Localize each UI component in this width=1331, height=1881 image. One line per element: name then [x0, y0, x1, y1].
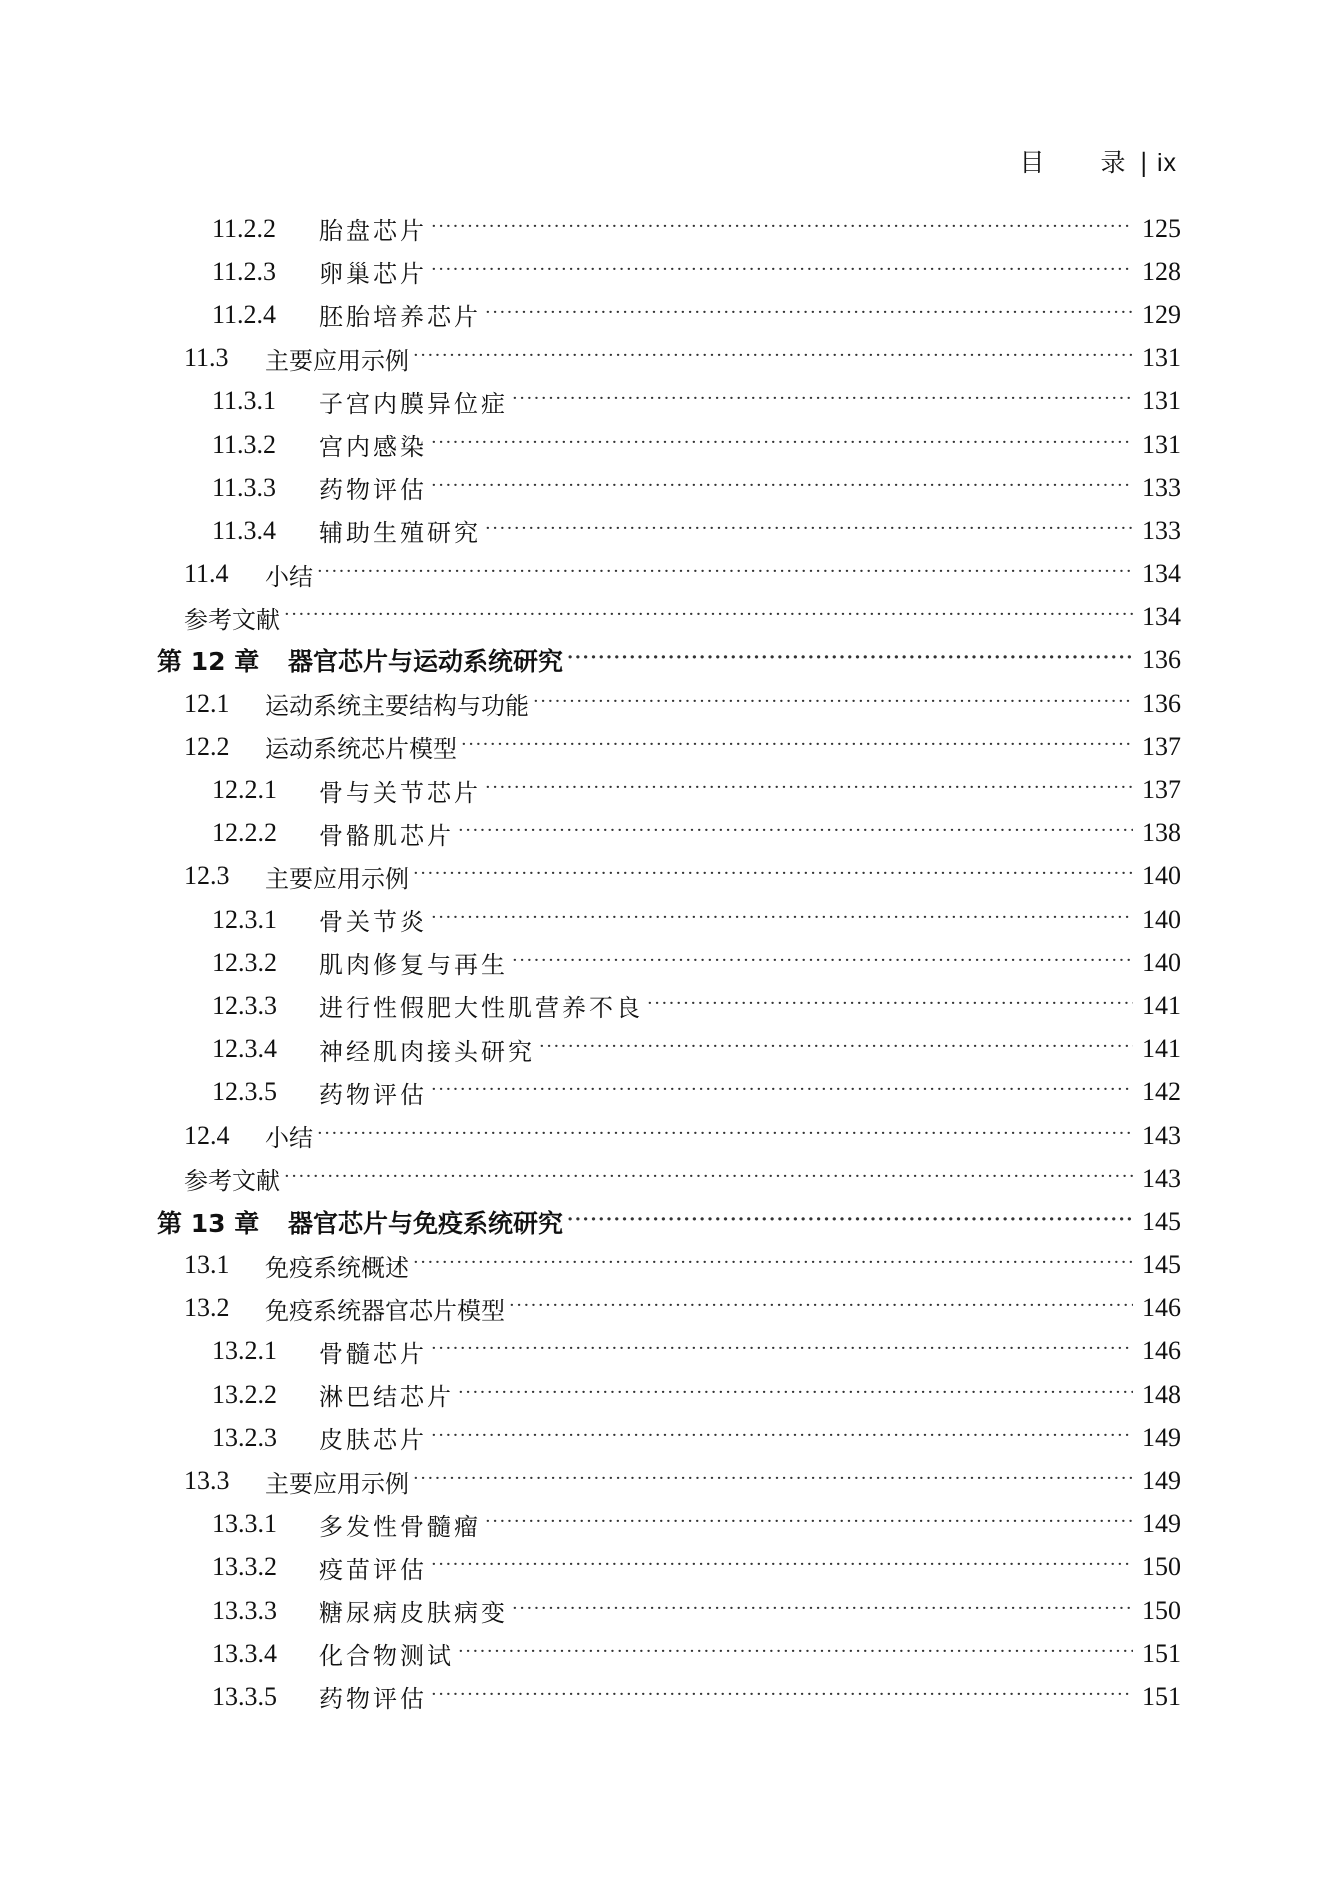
dot-leader	[317, 561, 1133, 587]
toc-entry-number: 13.2.2	[212, 1379, 277, 1409]
toc-entry-number: 第 13 章	[157, 1208, 260, 1238]
dot-leader	[458, 1382, 1133, 1408]
toc-entry-page: 141	[1142, 1034, 1181, 1064]
toc-entry[interactable]	[157, 1028, 1181, 1071]
toc-entry-title: 药物评估	[319, 1080, 427, 1109]
header-section-title: 目 录	[1019, 148, 1128, 177]
dot-leader	[485, 518, 1133, 544]
toc-entry[interactable]	[157, 941, 1181, 984]
toc-entry[interactable]	[157, 984, 1181, 1027]
toc-entry-page: 133	[1142, 472, 1181, 502]
toc-entry[interactable]	[157, 1114, 1181, 1157]
toc-entry-title: 肌肉修复与再生	[319, 951, 508, 980]
toc-entry-title: 运动系统主要结构与功能	[265, 692, 529, 721]
toc-entry-page: 151	[1142, 1638, 1181, 1668]
toc-entry-page: 128	[1142, 256, 1181, 286]
dot-leader	[485, 302, 1133, 328]
toc-entry-title: 骨骼肌芯片	[319, 821, 454, 850]
toc-entry[interactable]	[157, 855, 1181, 898]
toc-entry-title: 骨关节炎	[319, 908, 427, 937]
dot-leader	[512, 1598, 1133, 1624]
dot-leader	[431, 1338, 1133, 1364]
toc-entry[interactable]	[157, 1416, 1181, 1459]
toc-entry-title: 运动系统芯片模型	[265, 735, 457, 764]
toc-entry-page: 146	[1142, 1336, 1181, 1366]
dot-leader	[431, 907, 1133, 933]
toc-entry-page: 131	[1142, 429, 1181, 459]
toc-entry-number: 12.3.1	[212, 904, 277, 934]
dot-leader	[431, 1684, 1133, 1710]
dot-leader	[567, 1209, 1133, 1235]
toc-entry-title: 卵巢芯片	[319, 260, 427, 289]
running-header	[1019, 143, 1177, 179]
dot-leader	[317, 1123, 1133, 1149]
toc-entry-title: 器官芯片与运动系统研究	[288, 647, 564, 677]
toc-entry-title: 疫苗评估	[319, 1555, 427, 1584]
toc-entry-number: 12.2.1	[212, 775, 277, 805]
toc-entry-number: 11.2.3	[212, 256, 277, 286]
toc-entry-page: 129	[1142, 299, 1181, 329]
toc-entry[interactable]	[157, 1287, 1181, 1330]
toc-entry-title: 胎盘芯片	[319, 217, 427, 246]
toc-entry-number: 11.2.4	[212, 299, 277, 329]
toc-entry-number: 11.3.4	[212, 515, 277, 545]
dot-leader	[431, 259, 1133, 285]
toc-entry-number: 13.3.2	[212, 1552, 277, 1582]
toc-entry-page: 134	[1142, 559, 1181, 589]
toc-entry-title: 进行性假肥大性肌营养不良	[319, 994, 643, 1023]
toc-entry-title: 宫内感染	[319, 433, 427, 462]
toc-entry-title: 药物评估	[319, 476, 427, 505]
dot-leader	[431, 475, 1133, 501]
toc-entry-title: 糖尿病皮肤病变	[319, 1599, 508, 1628]
toc-entry-title: 主要应用示例	[265, 1469, 409, 1498]
toc-entry[interactable]	[157, 898, 1181, 941]
toc-entry-title: 参考文献	[184, 1167, 280, 1196]
dot-leader	[431, 216, 1133, 242]
toc-entry-title: 骨与关节芯片	[319, 778, 481, 807]
toc-entry-number: 13.3.3	[212, 1595, 277, 1625]
toc-entry-number: 11.3.3	[212, 472, 277, 502]
dot-leader	[458, 820, 1133, 846]
toc-entry-page: 140	[1142, 904, 1181, 934]
toc-entry[interactable]	[157, 1589, 1181, 1632]
toc-entry-title: 皮肤芯片	[319, 1426, 427, 1455]
toc-entry[interactable]	[157, 1157, 1181, 1200]
toc-entry-page: 149	[1142, 1466, 1181, 1496]
toc-entry-number: 13.3.1	[212, 1509, 277, 1539]
dot-leader	[539, 1036, 1133, 1062]
toc-entry-title: 子宫内膜异位症	[319, 389, 508, 418]
dot-leader	[533, 691, 1133, 717]
toc-entry-number: 13.2.1	[212, 1336, 277, 1366]
toc-entry-number: 12.1	[184, 688, 230, 718]
toc-entry[interactable]	[157, 1373, 1181, 1416]
toc-entry[interactable]	[157, 768, 1181, 811]
toc-entry[interactable]	[157, 1459, 1181, 1502]
dot-leader	[413, 1468, 1133, 1494]
toc-entry-number: 第 12 章	[157, 647, 260, 677]
toc-entry-page: 136	[1142, 645, 1181, 675]
toc-entry-page: 146	[1142, 1293, 1181, 1323]
toc-entry-title: 多发性骨髓瘤	[319, 1512, 481, 1541]
toc-entry[interactable]	[157, 293, 1181, 336]
toc-entry-number: 11.3.1	[212, 386, 277, 416]
toc-entry-title: 主要应用示例	[265, 864, 409, 893]
table-of-contents	[157, 207, 1181, 1719]
toc-entry-page: 142	[1142, 1077, 1181, 1107]
toc-entry-title: 辅助生殖研究	[319, 519, 481, 548]
dot-leader	[431, 432, 1133, 458]
toc-entry-page: 137	[1142, 731, 1181, 761]
dot-leader	[413, 863, 1133, 889]
dot-leader	[284, 604, 1133, 630]
toc-entry-title: 小结	[265, 1124, 313, 1153]
toc-entry[interactable]	[157, 1546, 1181, 1589]
toc-entry-page: 136	[1142, 688, 1181, 718]
dot-leader	[431, 1079, 1133, 1105]
toc-entry[interactable]	[157, 1200, 1181, 1243]
dot-leader	[567, 647, 1133, 673]
toc-entry-number: 11.2.2	[212, 213, 277, 243]
toc-entry-number: 11.4	[184, 559, 229, 589]
toc-entry[interactable]	[157, 1330, 1181, 1373]
toc-entry-page: 133	[1142, 515, 1181, 545]
toc-entry-number: 12.2.2	[212, 818, 277, 848]
toc-entry-title: 小结	[265, 562, 313, 591]
toc-entry-number: 12.3.2	[212, 947, 277, 977]
toc-entry-title: 参考文献	[184, 605, 280, 634]
toc-entry[interactable]	[157, 466, 1181, 509]
toc-entry-title: 骨髓芯片	[319, 1339, 427, 1368]
toc-entry[interactable]	[157, 1244, 1181, 1287]
dot-leader	[485, 1511, 1133, 1537]
toc-entry-number: 13.2	[184, 1293, 230, 1323]
toc-entry-page: 125	[1142, 213, 1181, 243]
toc-entry-page: 137	[1142, 775, 1181, 805]
toc-entry-page: 143	[1142, 1163, 1181, 1193]
toc-entry[interactable]	[157, 812, 1181, 855]
toc-entry-number: 12.2	[184, 731, 230, 761]
dot-leader	[512, 388, 1133, 414]
header-separator: |	[1139, 148, 1149, 177]
toc-entry[interactable]	[157, 1632, 1181, 1675]
toc-entry-title: 主要应用示例	[265, 346, 409, 375]
toc-entry-title: 器官芯片与免疫系统研究	[288, 1208, 564, 1238]
toc-entry[interactable]	[157, 423, 1181, 466]
toc-entry[interactable]	[157, 553, 1181, 596]
toc-entry-number: 13.1	[184, 1250, 230, 1280]
dot-leader	[509, 1295, 1133, 1321]
header-page-number: ix	[1156, 149, 1177, 177]
toc-entry-number: 12.4	[184, 1120, 230, 1150]
toc-entry-page: 143	[1142, 1120, 1181, 1150]
dot-leader	[431, 1425, 1133, 1451]
toc-entry-number: 11.3	[184, 343, 229, 373]
toc-entry-title: 淋巴结芯片	[319, 1383, 454, 1412]
toc-entry-number: 12.3.4	[212, 1034, 277, 1064]
toc-entry-title: 免疫系统概述	[265, 1253, 409, 1282]
dot-leader	[512, 950, 1133, 976]
toc-entry-number: 11.3.2	[212, 429, 277, 459]
dot-leader	[413, 1252, 1133, 1278]
toc-entry-page: 150	[1142, 1595, 1181, 1625]
toc-entry-page: 140	[1142, 861, 1181, 891]
dot-leader	[431, 1554, 1133, 1580]
toc-entry-number: 13.3.5	[212, 1681, 277, 1711]
dot-leader	[458, 1641, 1133, 1667]
toc-entry[interactable]	[157, 725, 1181, 768]
toc-entry-page: 134	[1142, 602, 1181, 632]
dot-leader	[284, 1166, 1133, 1192]
toc-entry-page: 145	[1142, 1250, 1181, 1280]
toc-entry-page: 140	[1142, 947, 1181, 977]
toc-entry-page: 131	[1142, 343, 1181, 373]
toc-entry-page: 131	[1142, 386, 1181, 416]
toc-entry[interactable]	[157, 207, 1181, 250]
toc-entry[interactable]	[157, 380, 1181, 423]
toc-entry-page: 145	[1142, 1206, 1181, 1236]
toc-entry-page: 141	[1142, 990, 1181, 1020]
toc-entry-number: 13.2.3	[212, 1422, 277, 1452]
toc-entry[interactable]	[157, 682, 1181, 725]
dot-leader	[647, 993, 1133, 1019]
toc-entry-title: 胚胎培养芯片	[319, 303, 481, 332]
toc-entry-page: 148	[1142, 1379, 1181, 1409]
toc-entry[interactable]	[157, 250, 1181, 293]
toc-entry[interactable]	[157, 639, 1181, 682]
toc-entry-number: 12.3	[184, 861, 230, 891]
toc-entry-number: 13.3.4	[212, 1638, 277, 1668]
toc-entry-number: 12.3.3	[212, 990, 277, 1020]
toc-entry-page: 149	[1142, 1422, 1181, 1452]
toc-entry[interactable]	[157, 337, 1181, 380]
toc-entry-title: 免疫系统器官芯片模型	[265, 1296, 505, 1325]
toc-entry-title: 化合物测试	[319, 1642, 454, 1671]
toc-entry[interactable]	[157, 509, 1181, 552]
toc-entry-title: 神经肌肉接头研究	[319, 1037, 535, 1066]
toc-entry-page: 151	[1142, 1681, 1181, 1711]
toc-entry-number: 12.3.5	[212, 1077, 277, 1107]
toc-entry[interactable]	[157, 1503, 1181, 1546]
toc-entry[interactable]	[157, 1071, 1181, 1114]
dot-leader	[413, 345, 1133, 371]
toc-entry-page: 138	[1142, 818, 1181, 848]
dot-leader	[485, 777, 1133, 803]
toc-entry-page: 149	[1142, 1509, 1181, 1539]
dot-leader	[461, 734, 1133, 760]
toc-entry-page: 150	[1142, 1552, 1181, 1582]
toc-entry[interactable]	[157, 1675, 1181, 1718]
toc-entry-number: 13.3	[184, 1466, 230, 1496]
toc-entry[interactable]	[157, 596, 1181, 639]
toc-entry-title: 药物评估	[319, 1685, 427, 1714]
